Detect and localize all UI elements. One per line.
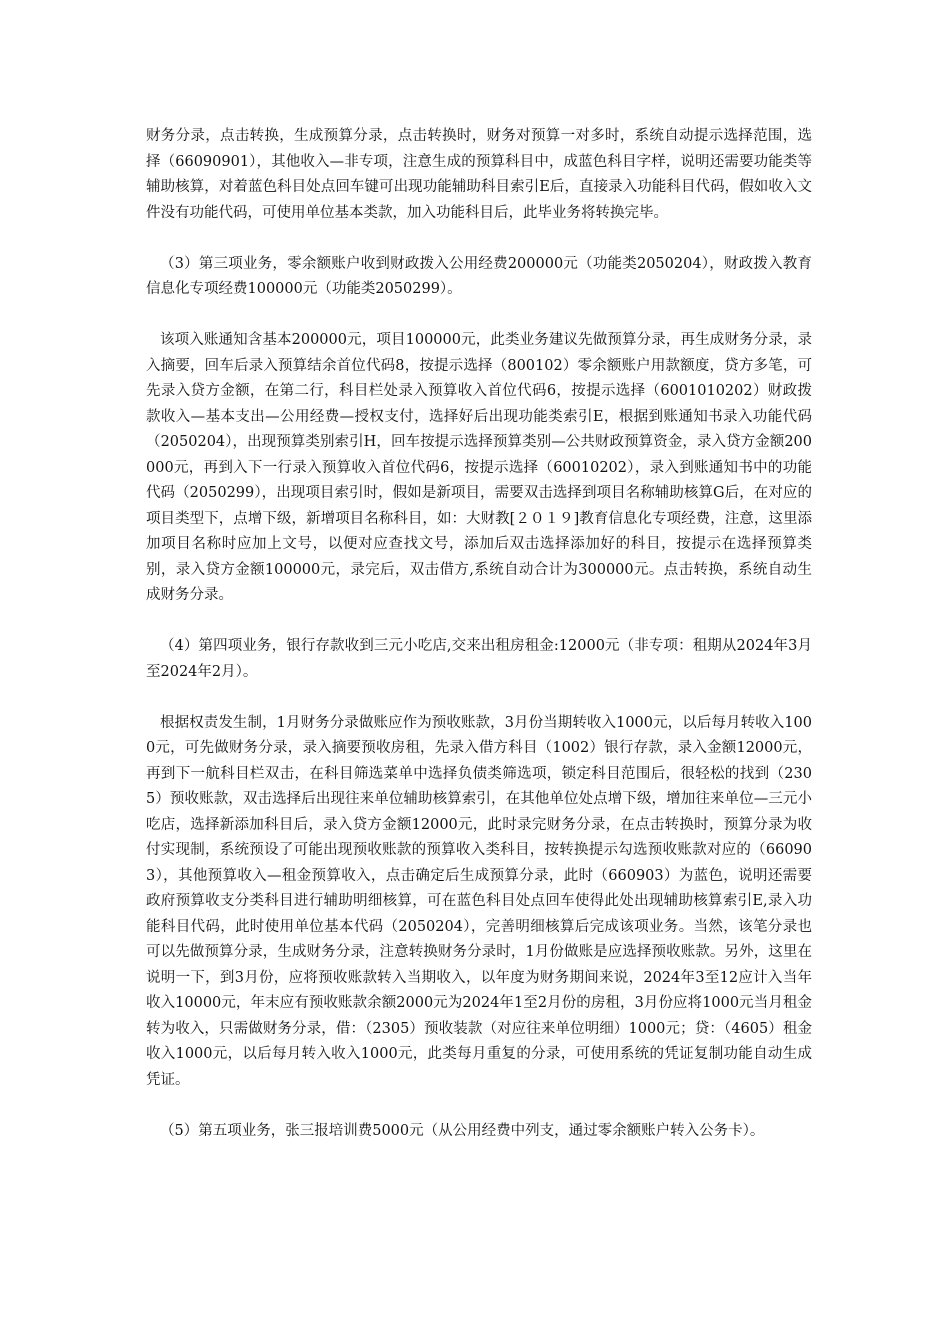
document-body: [146, 124, 812, 1170]
paragraph-3: 该项入账通知含基本200000元，项目100000元，此类业务建议先做预算分录，再生成财务分录，录入摘要，回车后录入预算结余首位代码8，按提示选择（800102）零余额账户用款额度，贷方多笔，可先录入贷方金额，在第二行，科目栏处录入预算收入首位代码6，按提示选择（6001010202）财政拨款收入—基本支出—公用经费—授权支付，选择好后出现功能类索引E，根据到账通知书录入功能代码（2050204），出现预算类别索引H，回车按提示选择预算类别—公共财政预算资金，录入贷方金额200000元，再到入下一行录入预算收入首位代码6，按提示选择（60010202），录入到账通知书中的功能代码（2050299），出现项目索引时，假如是新项目，需要双击选择到项目名称辅助核算G后，在对应的项目类型下，点增下级，新增项目名称科目，如：大财教[２０１９]教育信息化专项经费，注意，这里添加项目名称时应加上文号，以便对应查找文号，添加后双击选择添加好的科目，按提示在选择预算类别，录入贷方金额100000元，录完后，双击借方,系统自动合计为300000元。点击转换，系统自动生成财务分录。: [146, 332, 812, 603]
paragraph-5: 根据权责发生制，1月财务分录做账应作为预收账款，3月份当期转收入1000元，以后每月转收入1000元，可先做财务分录，录入摘要预收房租，先录入借方科目（1002）银行存款，录入金额12000元，再到下一航科目栏双击，在科目筛选菜单中选择负债类筛选项，锁定科目范围后，很轻松的找到（2305）预收账款，双击选择后出现往来单位辅助核算索引，在其他单位处点增下级，增加往来单位—三元小吃店，选择新添加科目后，录入贷方金额12000元，此时录完财务分录，在点击转换时，预算分录为收付实现制，系统预设了可能出现预收账款的预算收入类科目，按转换提示勾选预收账款对应的（660903），其他预算收入—租金预算收入，点击确定后生成预算分录，此时（660903）为蓝色，说明还需要政府预算收支分类科目进行辅助明细核算，可在蓝色科目处点回车使得此处出现辅助核算索引E,录入功能科目代码，此时使用单位基本代码（2050204），完善明细核算后完成该项业务。当然，该笔分录也可以先做预算分录，生成财务分录，注意转换财务分录时，1月份做账是应选择预收账款。另外，这里在说明一下，到3月份，应将预收账款转入当期收入，以年度为财务期间来说，2024年3至12应计入当年收入10000元，年末应有预收账款余额2000元为2024年1至2月份的房租，3月份应将1000元当月租金转为收入，只需做财务分录，借：（2305）预收装款（对应往来单位明细）1000元；贷：（4605）租金收入1000元，以后每月转入收入1000元，此类每月重复的分录，可使用系统的凭证复制功能自动生成凭证。: [146, 714, 812, 1088]
paragraph-1: 财务分录，点击转换，生成预算分录，点击转换时，财务对预算一对多时，系统自动提示选择范围，选择（66090901），其他收入—非专项，注意生成的预算科目中，成蓝色科目字样，说明还需要功能类等辅助核算，对着蓝色科目处点回车键可出现功能辅助科目索引E后，直接录入功能科目代码，假如收入文件没有功能代码，可使用单位基本类款，加入功能科目后，此毕业务将转换完毕。: [146, 128, 812, 221]
paragraph-2: （3）第三项业务，零余额账户收到财政拨入公用经费200000元（功能类2050204），财政拨入教育信息化专项经费100000元（功能类2050299）。: [146, 255, 812, 297]
paragraph-4: （4）第四项业务，银行存款收到三元小吃店,交来出租房租金:12000元（非专项：租期从2024年3月至2024年2月）。: [146, 638, 812, 680]
paragraph-6: （5）第五项业务，张三报培训费5000元（从公用经费中列支，通过零余额账户转入公务卡）。: [160, 1122, 765, 1139]
